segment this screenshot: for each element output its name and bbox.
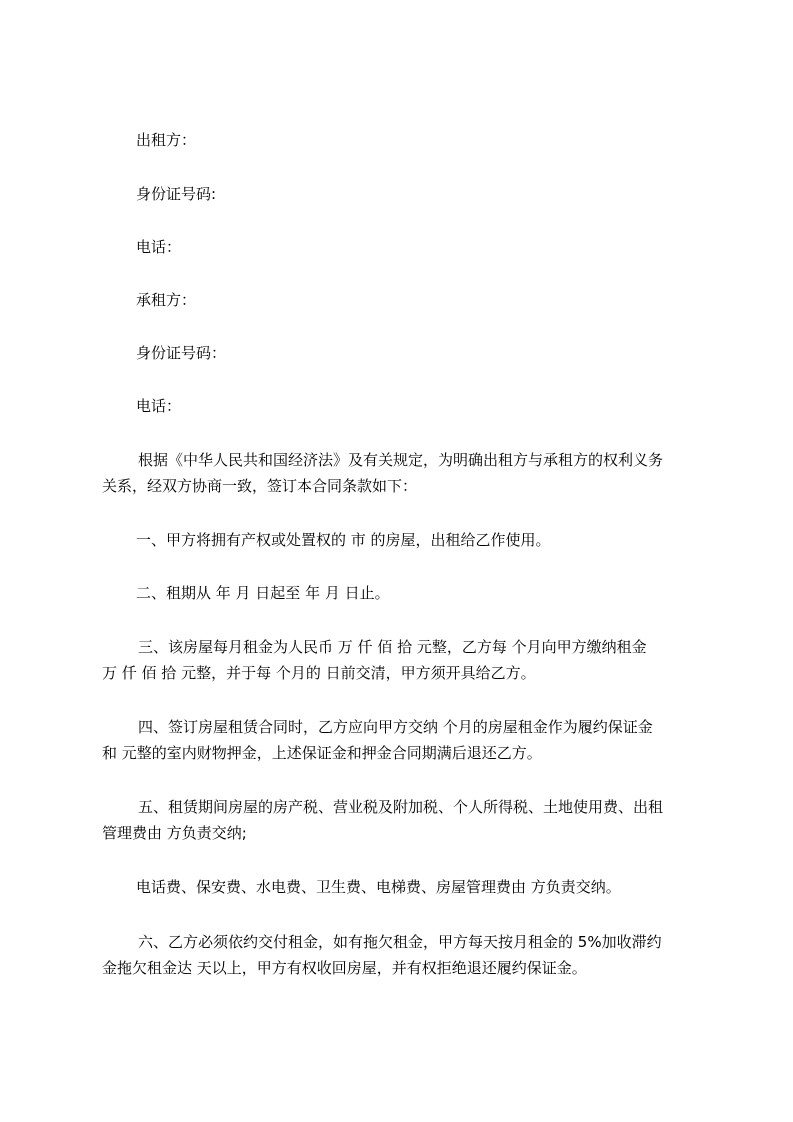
clause-3-line-1: 三、该房屋每月租金为人民币 万 仟 佰 拾 元整，乙方每 个月向甲方缴纳租金: [138, 638, 647, 656]
intro-line-1: 根据《中华人民共和国经济法》及有关规定，为明确出租方与承租方的权利义务: [138, 451, 664, 469]
lessee-phone-label: 电话：: [136, 397, 182, 415]
clause-6-line-2: 金拖欠租金达 天以上，甲方有权收回房屋，并有权拒绝退还履约保证金。: [102, 959, 587, 977]
clause-5-extra: 电话费、保安费、水电费、卫生费、电梯费、房屋管理费由 方负责交纳。: [136, 878, 621, 896]
clause-5-line-2: 管理费由 方负责交纳;: [102, 824, 247, 842]
lessor-phone-label: 电话：: [136, 238, 182, 256]
clause-4-line-2: 和 元整的室内财物押金，上述保证金和押金合同期满后退还乙方。: [102, 744, 542, 762]
clause-6-line-1: 六、乙方必须依约交付租金，如有拖欠租金，甲方每天按月租金的 5%加收滞约: [138, 933, 662, 951]
clause-4-line-1: 四、签订房屋租赁合同时，乙方应向甲方交纳 个月的房屋租金作为履约保证金: [138, 718, 653, 736]
clause-3: [102, 634, 702, 686]
clause-3-line-2: 万 仟 佰 拾 元整，并于每 个月的 日前交清，甲方须开具给乙方。: [102, 664, 536, 682]
clause-5-line-1: 五、租赁期间房屋的房产税、营业税及附加税、个人所得税、土地使用费、出租: [138, 798, 664, 816]
clause-2: 二、租期从 年 月 日起至 年 月 日止。: [136, 584, 390, 602]
clause-4: [102, 714, 702, 766]
lessor-label: 出租方：: [136, 131, 197, 149]
intro-paragraph: [102, 447, 702, 499]
lessor-id-label: 身份证号码:: [136, 185, 217, 203]
clause-6: [102, 929, 702, 981]
clause-5: [102, 794, 702, 846]
lessee-label: 承租方：: [136, 291, 197, 309]
intro-line-2: 关系，经双方协商一致，签订本合同条款如下：: [102, 477, 418, 495]
clause-1: 一、甲方将拥有产权或处置权的 市 的房屋，出租给乙作使用。: [136, 531, 551, 549]
lessee-id-label: 身份证号码：: [136, 344, 227, 362]
